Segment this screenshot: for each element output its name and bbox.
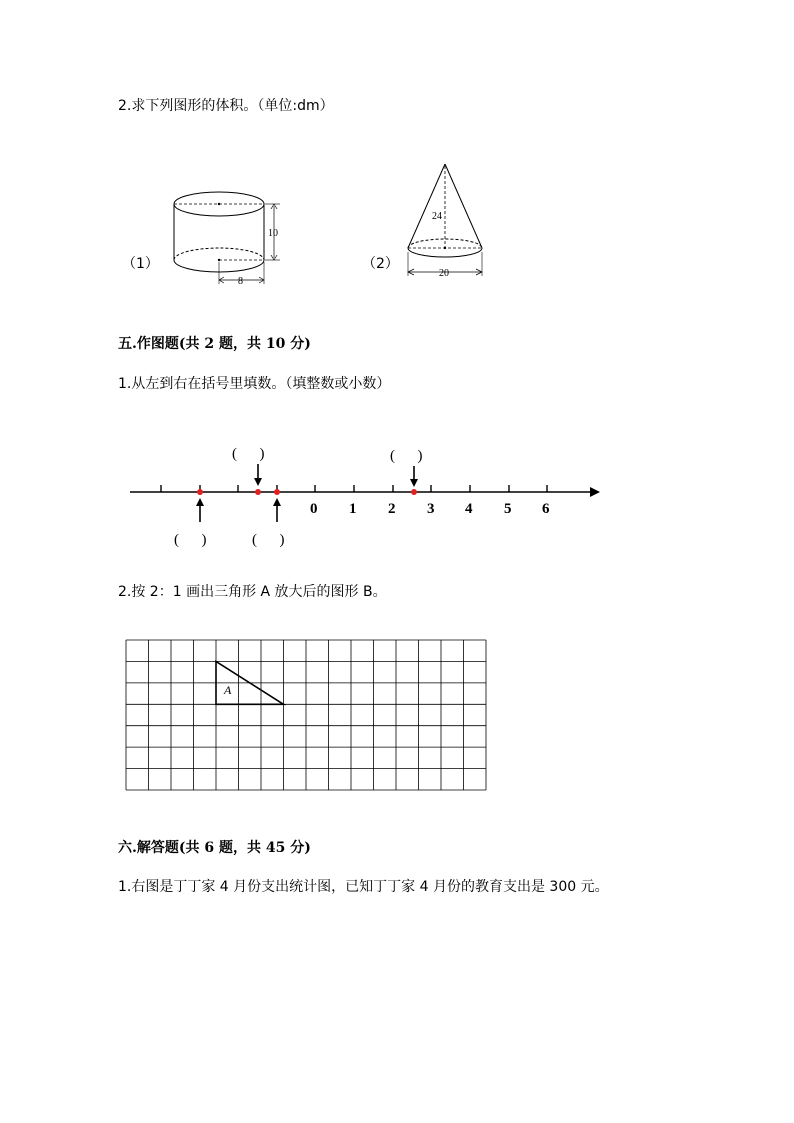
tick-label-3: 3 <box>427 501 435 517</box>
answer-bracket-top-left[interactable]: ( ) <box>232 446 265 462</box>
point-d <box>411 489 417 495</box>
section-6-heading: 六.解答题(共 6 题，共 45 分) <box>118 840 311 856</box>
number-line-question-prompt: 1.从左到右在括号里填数。（填整数或小数） <box>118 376 391 392</box>
cone-diameter-label: 20 <box>439 268 449 279</box>
figure-1-label: （1） <box>122 256 159 272</box>
triangle-a-label: A <box>224 683 232 697</box>
figure-2-label: （2） <box>362 256 399 272</box>
number-line-figure <box>128 440 608 550</box>
point-a <box>197 489 203 495</box>
cone-height-label: 24 <box>432 211 442 222</box>
answer-bracket-bottom-left[interactable]: ( ) <box>174 532 207 548</box>
cylinder-height-label: 10 <box>268 228 278 239</box>
expense-question-prompt: 1.右图是丁丁家 4 月份支出统计图，已知丁丁家 4 月份的教育支出是 300 元。 <box>118 879 609 895</box>
cylinder-radius-label: 8 <box>238 276 243 287</box>
answer-bracket-top-right[interactable]: ( ) <box>390 448 423 464</box>
cone-figure <box>402 162 492 282</box>
tick-label-1: 1 <box>349 501 357 517</box>
tick-label-0: 0 <box>310 501 318 517</box>
section-5-heading: 五.作图题(共 2 题，共 10 分) <box>118 336 311 352</box>
cylinder-figure <box>168 182 298 292</box>
point-c <box>274 489 280 495</box>
point-b <box>255 489 261 495</box>
drawing-grid[interactable] <box>126 640 488 792</box>
tick-label-5: 5 <box>504 501 512 517</box>
tick-label-4: 4 <box>465 501 473 517</box>
answer-bracket-bottom-right[interactable]: ( ) <box>252 532 285 548</box>
volume-question-prompt: 2.求下列图形的体积。（单位:dm） <box>118 98 334 114</box>
tick-label-6: 6 <box>542 501 550 517</box>
tick-label-2: 2 <box>388 501 396 517</box>
grid-question-prompt: 2.按 2：1 画出三角形 A 放大后的图形 B。 <box>118 584 387 600</box>
